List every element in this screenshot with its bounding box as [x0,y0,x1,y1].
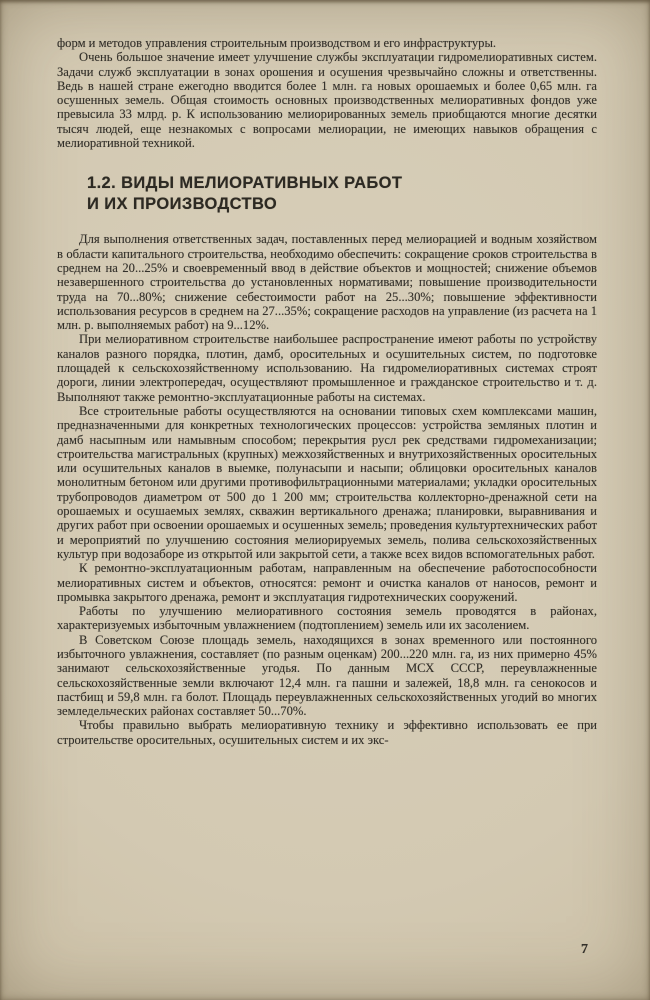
paragraph: К ремонтно-эксплуатационным работам, направленным на обеспечение работоспособности мелиоративных систем и объектов, относятся: ремонт и очистка каналов от наносов, ремонт и промывка закрытого дренажа, ремонт и эксплуатация гидротехнических сооружений. [57,561,597,604]
paragraph: Для выполнения ответственных задач, поставленных перед мелиорацией и водным хозяйством в области капитального строительства, необходимо обеспечить: сокращение сроков строительства в среднем на 20...25% и своевременный ввод в действие объектов и мощностей; снижение объемов незавершенного строительства до установленных нормативами; повышение производительности труда на 70...80%; снижение себестоимости работ на 25...30%; повышение эффективности использования ресурсов в среднем на 27...35%; сокращение расходов на управление (из расчета на 1 млн. р. выполняемых работ) на 9...12%. [57,232,597,333]
paragraph: Очень большое значение имеет улучшение службы эксплуатации гидромелиоративных систем. Задачи служб эксплуатации в зонах орошения и осушения чрезвычайно сложны и ответственны. Ведь в нашей стране ежегодно вводится более 1 млн. га новых орошаемых и более 0,65 млн. га осушенных земель. Общая стоимость основных производственных мелиоративных фондов уже превысила 33 млрд. р. К использованию мелиорированных земель приобщаются многие десятки тысяч людей, еще незнакомых с вопросами мелиорации, не имеющих навыков обращения с мелиоративной техникой. [57,50,597,151]
paragraph: При мелиоративном строительстве наибольшее распространение имеют работы по устройству каналов разного порядка, плотин, дамб, оросительных и осушительных систем, по подготовке площадей к сельскохозяйственному использованию. На гидромелиоративных системах строят дороги, линии электропередач, осуществляют промышленное и гражданское строительство и т. д. Выполняют также ремонтно-эксплуатационные работы на системах. [57,332,597,404]
section-heading [87,173,597,215]
text-column [57,36,597,747]
paragraph: Работы по улучшению мелиоративного состояния земель проводятся в районах, характеризуемых избыточным увлажнением (подтоплением) земель или их засолением. [57,604,597,633]
paragraph: Все строительные работы осуществляются на основании типовых схем комплексами машин, предназначенными для конкретных технологических процессов: устройства земляных плотин и дамб насыпным или намывным способом; перекрытия русл рек средствами гидромеханизации; строительства магистральных (крупных) межхозяйственных и внутрихозяйственных оросительных или осушительных каналов в выемке, полунасыпи и насыпи; облицовки оросительных каналов монолитным бетоном или другими противофильтрационными материалами; укладки оросительных трубопроводов диаметром от 500 до 1 200 мм; строительства коллекторно-дренажной сети на орошаемых и осушаемых землях, скважин вертикального дренажа; планировки, выравнивания и других работ при освоении орошаемых и осушенных земель; проведения культуртехнических работ и мероприятий по улучшению состояния мелиорируемых земель, полива сельскохозяйственных культур при водозаборе из открытой или закрытой сети, а также всех видов вспомогательных работ. [57,403,597,561]
section-heading-line1: 1.2. ВИДЫ МЕЛИОРАТИВНЫХ РАБОТ [87,174,403,193]
paragraph-continuation: форм и методов управления строительным производством и его инфраструктуры. [57,36,497,50]
paragraph: В Советском Союзе площадь земель, находящихся в зонах временного или постоянного избыточного увлажнения, составляет (по разным оценкам) 200...220 млн. га, из них примерно 45% занимают сельскохозяйственные угодья. По данным МСХ СССР, переувлажненные сельскохозяйственные земли включают 12,4 млн. га пашни и залежей, 18,8 млн. га сенокосов и пастбищ и 59,8 млн. га болот. Площадь переувлажненных сельскохозяйственных угодий во многих земледельческих районах составляет 50...70%. [57,632,597,719]
section-heading-line2: И ИХ ПРОИЗВОДСТВО [87,195,278,214]
paragraph: Чтобы правильно выбрать мелиоративную технику и эффективно использовать ее при строительстве оросительных, осушительных систем и их экс- [57,718,597,747]
page-number: 7 [581,942,588,957]
